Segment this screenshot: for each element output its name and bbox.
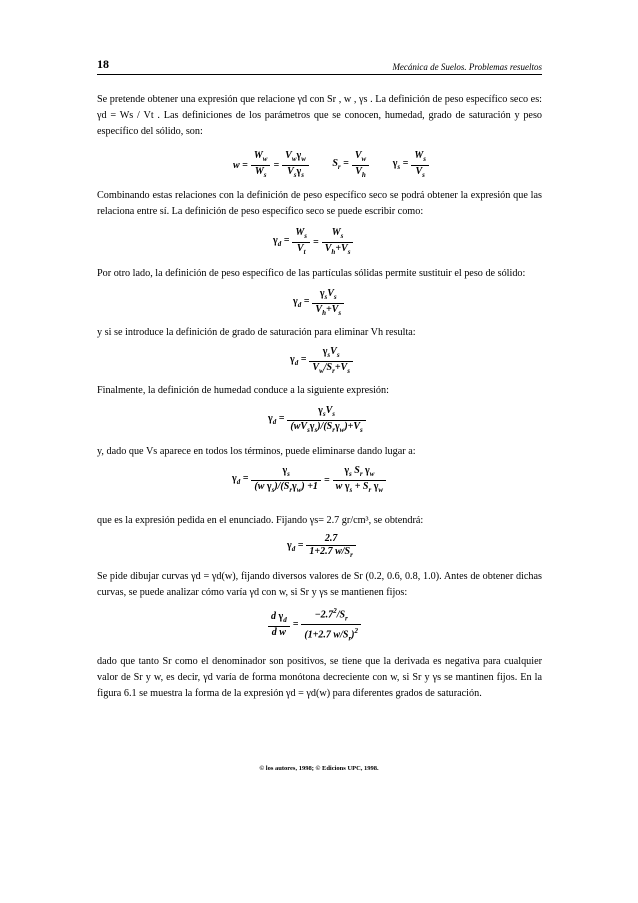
paragraph-3: Por otro lado, la definición de peso específico de las partículas sólidas permite sustituir el peso de sólido: [97, 268, 526, 279]
paragraph-9: dado que tanto Sr como el denominador son positivos, se tiene que la derivada es negativa para cualquier valor de Sr y w, es decir, γd varía de forma monótona decreciente con w, si Sr y γs se mantinen fijos. En la figura 6.1 se muestra la forma de la expresión γd = γd(w) para diferentes grados de saturación. [97, 656, 542, 699]
equation-5: $\gamma_d$ = $\frac{\gamma_sV_s}{(wV_s\gamma_s)/(S_r\gamma_w)+V_s}$ [265, 405, 366, 436]
equation-3: $\gamma_d$ = $\frac{\gamma_sV_s}{V_h+V_s}$ [290, 288, 344, 319]
paragraph-7: que es la expresión pedida en el enunciado. Fijando γs= 2.7 gr/cm³, se obtendrá: [97, 515, 424, 526]
paragraph-4: y si se introduce la definición de grado de saturación para eliminar Vh resulta: [97, 327, 416, 338]
running-title: Mecánica de Suelos. Problemas resueltos [392, 62, 542, 72]
page-number: 18 [97, 57, 109, 71]
equation-4: $\gamma_d$ = $\frac{\gamma_sV_s}{V_w/S_r+V_s}$ [287, 346, 353, 377]
paragraph-5: Finalmente, la definición de humedad conduce a la siguiente expresión: [97, 385, 389, 396]
paragraph-6: y, dado que Vs aparece en todos los términos, puede eliminarse dando lugar a: [97, 446, 416, 457]
copyright-footer: © los autores, 1998; © Edicions UPC, 1998. [259, 765, 379, 772]
equation-6: $\gamma_d$ = $\frac{\gamma_s}{(w \gamma_s)/(S_r\gamma_w) +1}$ = $\frac{\gamma_s S_r \gamma_w}{w \gamma_s + S_r \gamma_w}$ [229, 465, 386, 496]
equation-1: w = $\frac{W_w}{W_s}$ = $\frac{V_w\gamma_w}{V_s\gamma_s}$ $S_r$ = $\frac{V_w}{V_h}$ $\gamma_s$ = $\frac{W_s}{V_s}$ [230, 150, 429, 181]
page-header [97, 58, 542, 75]
paragraph-2: Combinando estas relaciones con la definición de peso específico seco se podrá obtener la expresión que las relaciona entre sí. La definición de peso específico seco se puede escribir como: [97, 190, 542, 217]
equation-8: $\frac{d \gamma_d}{\text{d w}}$ = $\frac{-2.7^2/S_r}{(1+2.7 w/S_r)^2}$ [268, 605, 361, 645]
paragraph-1: Se pretende obtener una expresión que relacione γd con Sr , w , γs . La definición de peso específico seco es: γd = Ws / Vt . Las definiciones de los parámetros que se conocen, humedad, grado de saturación y peso específico del sólido, son: [97, 94, 542, 137]
equation-7: $\gamma_d$ = $\frac{2.7}{1+2.7 w/S_r}$ [284, 533, 356, 561]
equation-2: $\gamma_d$ = $\frac{W_s}{V_t}$ = $\frac{W_s}{V_h+V_s}$ [270, 227, 353, 258]
paragraph-8: Se pide dibujar curvas γd = γd(w), fijando diversos valores de Sr (0.2, 0.6, 0.8, 1.0). Antes de obtener dichas curvas, se puede analizar cómo varía γd con w, si Sr y γs se mantienen fijos: [97, 571, 542, 598]
